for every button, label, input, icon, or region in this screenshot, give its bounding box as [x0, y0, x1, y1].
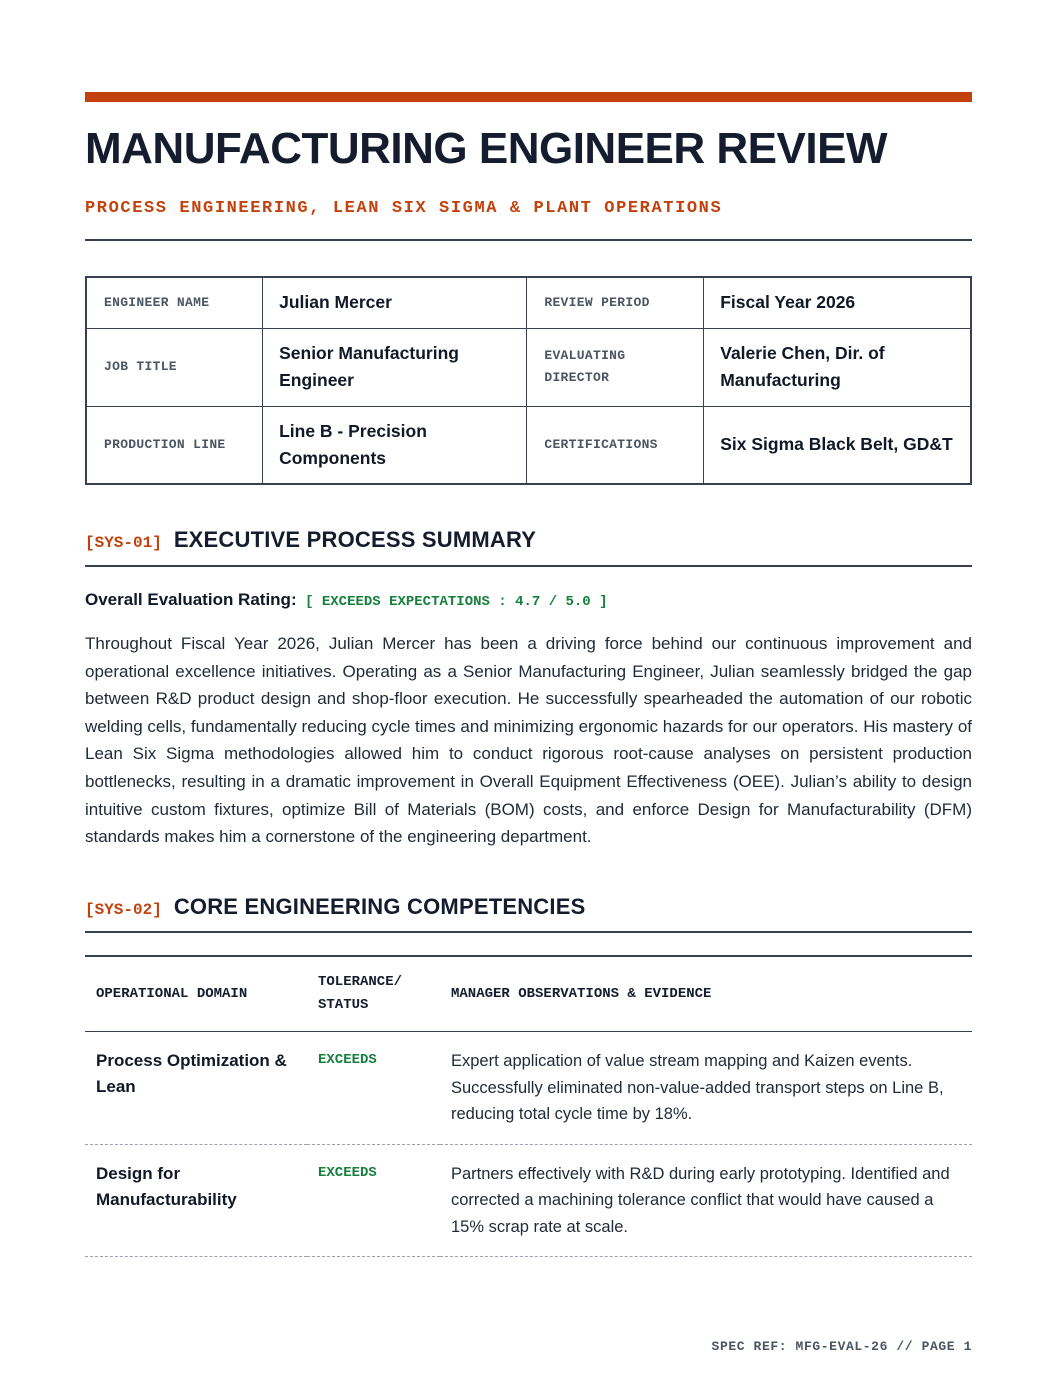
certifications-label: CERTIFICATIONS — [527, 406, 704, 484]
section-code: [SYS-02] — [85, 901, 162, 919]
section-title: EXECUTIVE PROCESS SUMMARY — [173, 527, 537, 552]
evaluating-director-label: EVALUATING DIRECTOR — [527, 328, 704, 406]
page-footer: SPEC REF: MFG-EVAL-26 // PAGE 1 — [711, 1339, 972, 1354]
engineer-name-label: ENGINEER NAME — [86, 277, 263, 328]
section-heading-competencies — [85, 894, 585, 920]
page-title: MANUFACTURING ENGINEER REVIEW — [85, 124, 887, 173]
competencies-table — [85, 955, 972, 1257]
title-divider — [85, 239, 972, 241]
domain-cell: Process Optimization & Lean — [85, 1032, 307, 1145]
column-header-domain: OPERATIONAL DOMAIN — [85, 956, 307, 1032]
job-title-value: Senior Manufacturing Engineer — [263, 328, 527, 406]
column-header-status: TOLERANCE/ STATUS — [307, 956, 440, 1032]
overall-rating — [85, 590, 608, 610]
section-heading-summary — [85, 527, 536, 553]
page-subtitle: PROCESS ENGINEERING, LEAN SIX SIGMA & PLANT OPERATIONS — [85, 199, 723, 218]
certifications-value: Six Sigma Black Belt, GD&T — [704, 406, 971, 484]
column-header-observations: MANAGER OBSERVATIONS & EVIDENCE — [440, 956, 972, 1032]
domain-cell: Design for Manufacturability — [85, 1144, 307, 1257]
section-title: CORE ENGINEERING COMPETENCIES — [173, 894, 586, 919]
observation-cell: Expert application of value stream mapping and Kaizen events. Successfully eliminated non-value-added transport steps on Line B, reducing total cycle time by 18%. — [440, 1032, 972, 1145]
status-cell: EXCEEDS — [307, 1032, 440, 1145]
review-period-value: Fiscal Year 2026 — [704, 277, 971, 328]
production-line-value: Line B - Precision Components — [263, 406, 527, 484]
table-header-row — [85, 956, 972, 1032]
rating-value: [ EXCEEDS EXPECTATIONS : 4.7 / 5.0 ] — [305, 594, 608, 610]
info-row — [86, 406, 971, 484]
status-cell: EXCEEDS — [307, 1144, 440, 1257]
section-divider — [85, 565, 972, 567]
review-period-label: REVIEW PERIOD — [527, 277, 704, 328]
section-divider — [85, 931, 972, 933]
engineer-info-table — [85, 276, 972, 485]
info-row — [86, 277, 971, 328]
engineer-name-value: Julian Mercer — [263, 277, 527, 328]
accent-bar — [85, 92, 972, 102]
production-line-label: PRODUCTION LINE — [86, 406, 263, 484]
section-code: [SYS-01] — [85, 534, 162, 552]
table-row — [85, 1032, 972, 1145]
rating-label: Overall Evaluation Rating: — [85, 590, 297, 609]
executive-summary-text: Throughout Fiscal Year 2026, Julian Mercer has been a driving force behind our continuous improvement and operational excellence initiatives. Operating as a Senior Manufacturing Engineer, Julian seamlessly bridged the gap between R&D product design and shop-floor execution. He successfully spearheaded the automation of our robotic welding cells, fundamentally reducing cycle times and minimizing ergonomic hazards for our operators. His mastery of Lean Six Sigma methodologies allowed him to conduct rigorous root-cause analyses on persistent production bottlenecks, resulting in a dramatic improvement in Overall Equipment Effectiveness (OEE). Julian’s ability to design intuitive custom fixtures, optimize Bill of Materials (BOM) costs, and enforce Design for Manufacturability (DFM) standards makes him a cornerstone of the engineering department. — [85, 634, 972, 847]
info-row — [86, 328, 971, 406]
evaluating-director-value: Valerie Chen, Dir. of Manufacturing — [704, 328, 971, 406]
table-row — [85, 1144, 972, 1257]
job-title-label: JOB TITLE — [86, 328, 263, 406]
observation-cell: Partners effectively with R&D during early prototyping. Identified and corrected a machining tolerance conflict that would have caused a 15% scrap rate at scale. — [440, 1144, 972, 1257]
